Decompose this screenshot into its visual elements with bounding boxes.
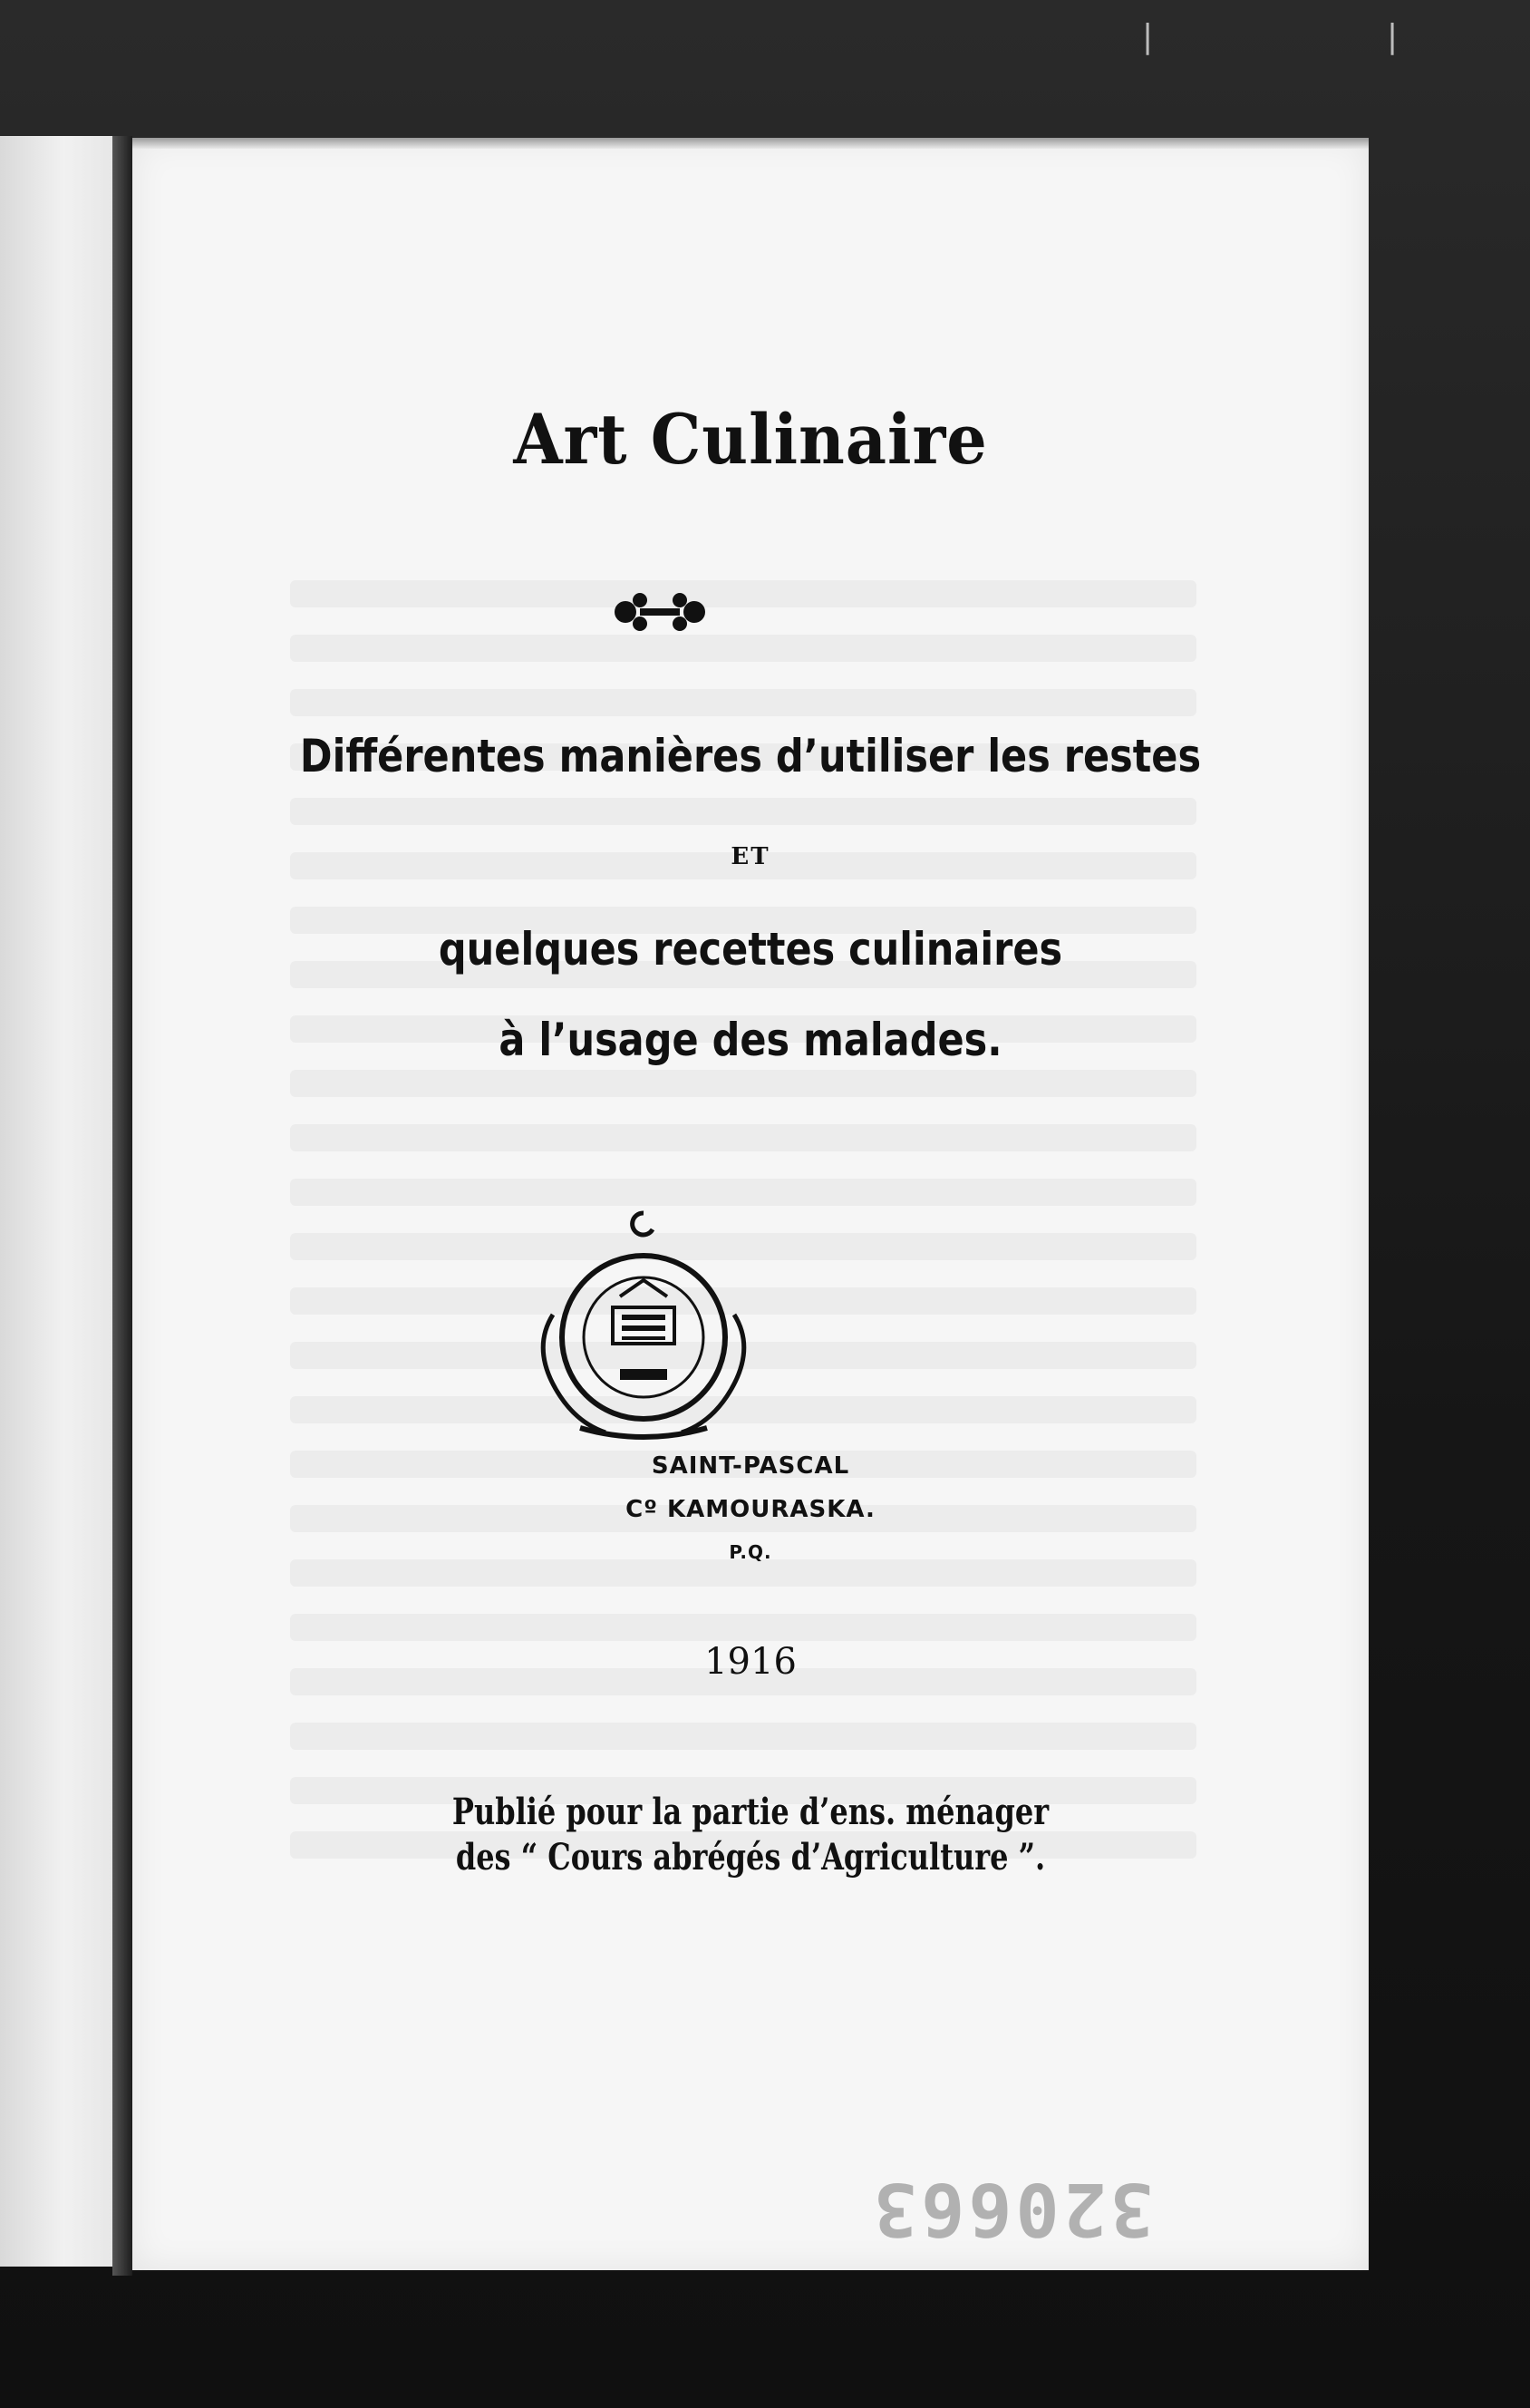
library-stamp-number: 320663 (870, 2167, 1154, 2251)
seal-place-line-3: P.Q. (729, 1541, 772, 1563)
left-page-edge (0, 136, 118, 2267)
subtitle-line-3: à l’usage des malades. (499, 1014, 1002, 1066)
subtitle-line-1: Différentes manières d’utiliser les restes (299, 730, 1202, 782)
top-tick-mark-icon: | (1387, 18, 1399, 55)
seal-place-line-2: Cº KAMOURASKA. (625, 1496, 876, 1523)
publication-note-line-2: des “ Cours abrégés d’Agriculture ”. (455, 1836, 1046, 1879)
top-tick-mark-icon: | (1142, 18, 1154, 55)
seal-place-line-1: SAINT-PASCAL (651, 1452, 850, 1480)
fleuron-ornament-icon (605, 580, 714, 644)
publication-note-line-1: Publié pour la partie d’ens. ménager (451, 1791, 1050, 1833)
subtitle-line-2: quelques recettes culinaires (438, 923, 1063, 976)
publication-year: 1916 (704, 1641, 797, 1683)
book-spine-shadow (112, 136, 132, 2276)
conjunction-et: ET (731, 843, 770, 870)
printer-seal-emblem (526, 1206, 761, 1451)
page-top-edge (132, 138, 1369, 149)
page-title: Art Culinaire (513, 399, 988, 480)
